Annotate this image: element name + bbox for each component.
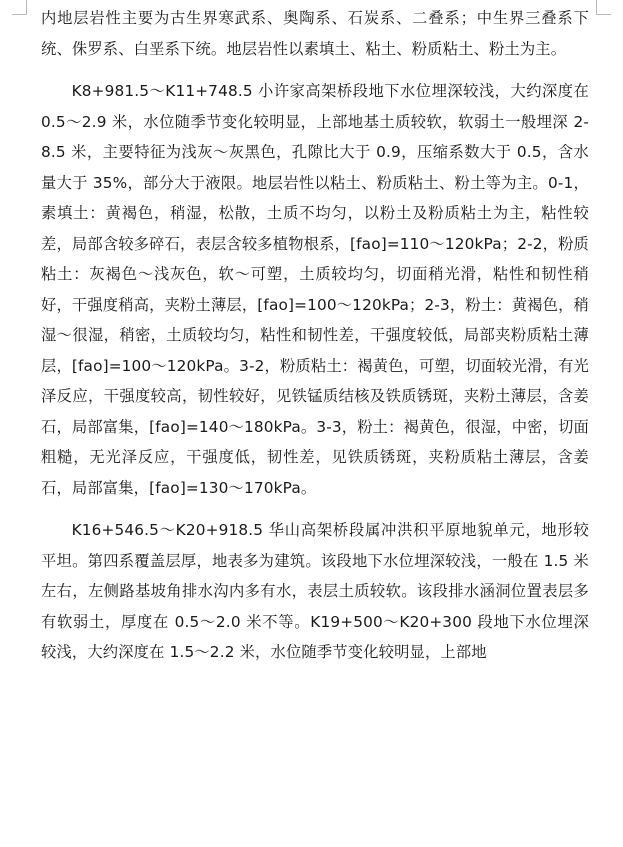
paragraph-huashan-viaduct: K16+546.5～K20+918.5 华山高架桥段属冲洪积平原地貌单元，地形较平坦。第四系覆盖层厚，地表多为建筑。该段地下水位埋深较浅，一般在 1.5 米左右，左侧路基坡角排水沟内多有水，表层土质较软。该段排水涵洞位置表层多有软弱土，厚度在 0.5～2.0 米不等。K19+500～K20+300 段地下水位埋深较浅，大约深度在 1.5～2.2 米，水位随季节变化较明显，上部地 (41, 521, 589, 661)
paragraph-strata-lithology: 内地层岩性主要为古生界寒武系、奥陶系、石炭系、二叠系；中生界三叠系下统、侏罗系、白垩系下统。地层岩性以素填土、粘土、粉质粘土、粉土为主。 (41, 9, 589, 58)
paragraph-xiaoxujia-viaduct: K8+981.5～K11+748.5 小许家高架桥段地下水位埋深较浅，大约深度在 0.5～2.9 米，水位随季节变化较明显，上部地基土质较软，软弱土一般埋深 2-8.5 米，主要特征为浅灰～灰黑色，孔隙比大于 0.9，压缩系数大于 0.5，含水量大于 35%，部分大于液限。地层岩性以粘土、粉质粘土、粉土等为主。0-1，素填土：黄褐色，稍湿，松散，土质不均匀，以粉土及粉质粘土为主，粘性较差，局部含较多碎石，表层含较多植物根系，[fao]=110～120kPa；2-2，粉质粘土：灰褐色～浅灰色，软～可塑，土质较均匀，切面稍光滑，粘性和韧性稍好，干强度稍高，夹粉土薄层，[fao]=100～120kPa；2-3，粉土：黄褐色，稍湿～很湿，稍密，土质较均匀，粘性和韧性差，干强度较低，局部夹粉质粘土薄层，[fao]=100～120kPa。3-2，粉质粘土：褐黄色，可塑，切面较光滑，有光泽反应，干强度较高，韧性较好，见铁锰质结核及铁质锈斑，夹粉土薄层，含姜石，局部富集，[fao]=140～180kPa。3-3，粉土：褐黄色，很湿，中密，切面粗糙，无光泽反应，干强度低，韧性差，见铁质锈斑，夹粉质粘土薄层，含姜石，局部富集，[fao]=130～170kPa。 (41, 82, 589, 497)
page-corner-mark-top-left (12, 0, 27, 15)
page-corner-mark-top-right (596, 0, 611, 15)
document-body[interactable] (41, 3, 589, 680)
